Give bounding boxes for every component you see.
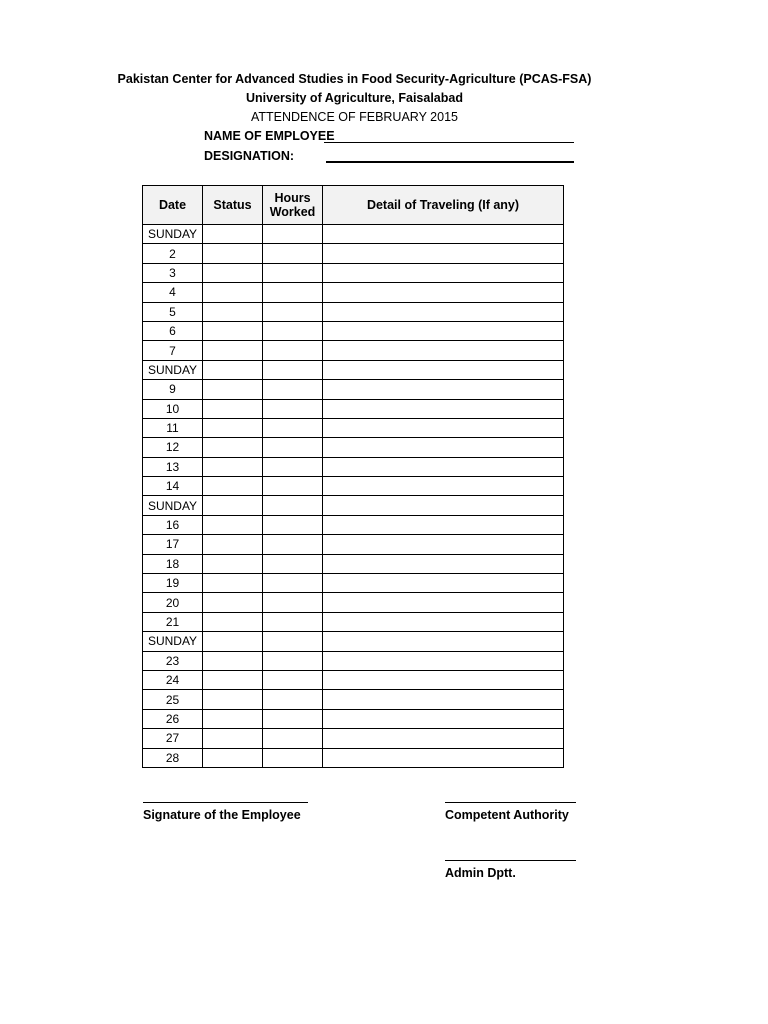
designation-field xyxy=(204,147,294,165)
hours-cell[interactable] xyxy=(263,263,323,282)
hours-cell[interactable] xyxy=(263,399,323,418)
status-cell[interactable] xyxy=(203,574,263,593)
table-row xyxy=(143,244,564,263)
table-row xyxy=(143,632,564,651)
date-cell: 16 xyxy=(143,515,203,534)
status-cell[interactable] xyxy=(203,438,263,457)
hours-header-line1: Hours xyxy=(274,191,311,205)
date-cell: 4 xyxy=(143,283,203,302)
hours-cell[interactable] xyxy=(263,380,323,399)
detail-cell[interactable] xyxy=(323,593,564,612)
table-row xyxy=(143,729,564,748)
status-cell[interactable] xyxy=(203,399,263,418)
detail-cell[interactable] xyxy=(323,302,564,321)
status-cell[interactable] xyxy=(203,535,263,554)
table-row xyxy=(143,341,564,360)
date-cell: SUNDAY xyxy=(143,632,203,651)
table-row xyxy=(143,321,564,340)
detail-cell[interactable] xyxy=(323,380,564,399)
date-cell: SUNDAY xyxy=(143,496,203,515)
detail-cell[interactable] xyxy=(323,457,564,476)
detail-cell[interactable] xyxy=(323,399,564,418)
detail-cell[interactable] xyxy=(323,283,564,302)
hours-cell[interactable] xyxy=(263,574,323,593)
status-cell[interactable] xyxy=(203,457,263,476)
table-row xyxy=(143,574,564,593)
employee-name-line[interactable] xyxy=(324,142,574,143)
status-cell[interactable] xyxy=(203,554,263,573)
status-cell[interactable] xyxy=(203,709,263,728)
detail-cell[interactable] xyxy=(323,418,564,437)
table-row xyxy=(143,418,564,437)
date-cell: 17 xyxy=(143,535,203,554)
status-cell[interactable] xyxy=(203,283,263,302)
detail-cell[interactable] xyxy=(323,321,564,340)
detail-cell[interactable] xyxy=(323,535,564,554)
date-cell: 18 xyxy=(143,554,203,573)
date-cell: SUNDAY xyxy=(143,360,203,379)
hours-cell[interactable] xyxy=(263,515,323,534)
attendance-rows xyxy=(143,225,564,768)
date-cell: 23 xyxy=(143,651,203,670)
table-header-row xyxy=(143,186,564,225)
hours-cell[interactable] xyxy=(263,748,323,767)
hours-cell[interactable] xyxy=(263,418,323,437)
attendance-title: ATTENDENCE OF FEBRUARY 2015 xyxy=(250,110,458,124)
hours-cell[interactable] xyxy=(263,496,323,515)
status-cell[interactable] xyxy=(203,360,263,379)
hours-cell[interactable] xyxy=(263,438,323,457)
detail-cell[interactable] xyxy=(323,515,564,534)
detail-cell[interactable] xyxy=(323,632,564,651)
hours-cell[interactable] xyxy=(263,612,323,631)
table-row xyxy=(143,612,564,631)
table-row xyxy=(143,535,564,554)
hours-cell[interactable] xyxy=(263,321,323,340)
date-cell: 2 xyxy=(143,244,203,263)
date-cell: 20 xyxy=(143,593,203,612)
date-cell: 12 xyxy=(143,438,203,457)
detail-cell[interactable] xyxy=(323,225,564,244)
table-row xyxy=(143,690,564,709)
hours-cell[interactable] xyxy=(263,690,323,709)
table-row xyxy=(143,515,564,534)
institution-title-text: Pakistan Center for Advanced Studies in Food Security-Agriculture (PCAS-FSA) xyxy=(117,72,592,86)
admin-signature-line[interactable] xyxy=(445,860,576,861)
designation-label: DESIGNATION: xyxy=(204,149,295,163)
hours-cell[interactable] xyxy=(263,341,323,360)
status-cell[interactable] xyxy=(203,321,263,340)
date-cell: 28 xyxy=(143,748,203,767)
hours-header-line2: Worked xyxy=(269,205,316,219)
detail-cell[interactable] xyxy=(323,709,564,728)
hours-cell[interactable] xyxy=(263,670,323,689)
detail-cell[interactable] xyxy=(323,690,564,709)
detail-cell[interactable] xyxy=(323,496,564,515)
status-cell[interactable] xyxy=(203,418,263,437)
detail-cell[interactable] xyxy=(323,748,564,767)
table-row xyxy=(143,554,564,573)
employee-signature-label: Signature of the Employee xyxy=(143,808,301,822)
status-cell[interactable] xyxy=(203,729,263,748)
hours-cell[interactable] xyxy=(263,457,323,476)
status-header: Status xyxy=(203,186,263,225)
admin-dept-label: Admin Dptt. xyxy=(445,866,516,880)
date-cell: 21 xyxy=(143,612,203,631)
employee-name-label: NAME OF EMPLOYEE xyxy=(204,129,335,143)
hours-cell[interactable] xyxy=(263,651,323,670)
hours-cell[interactable] xyxy=(263,709,323,728)
status-cell[interactable] xyxy=(203,244,263,263)
detail-cell[interactable] xyxy=(323,574,564,593)
hours-cell[interactable] xyxy=(263,244,323,263)
date-cell: 25 xyxy=(143,690,203,709)
date-cell: 3 xyxy=(143,263,203,282)
competent-authority-label: Competent Authority xyxy=(445,808,569,822)
competent-authority-line[interactable] xyxy=(445,802,576,803)
status-cell[interactable] xyxy=(203,263,263,282)
hours-cell[interactable] xyxy=(263,225,323,244)
detail-cell[interactable] xyxy=(323,670,564,689)
institution-title xyxy=(117,69,592,89)
hours-cell[interactable] xyxy=(263,554,323,573)
detail-cell[interactable] xyxy=(323,477,564,496)
table-row xyxy=(143,438,564,457)
date-cell: 13 xyxy=(143,457,203,476)
table-row xyxy=(143,670,564,689)
status-cell[interactable] xyxy=(203,632,263,651)
date-cell: 27 xyxy=(143,729,203,748)
detail-traveling-header: Detail of Traveling (If any) xyxy=(323,186,564,225)
table-row xyxy=(143,360,564,379)
detail-cell[interactable] xyxy=(323,554,564,573)
status-cell[interactable] xyxy=(203,496,263,515)
designation-line[interactable] xyxy=(326,161,574,163)
status-cell[interactable] xyxy=(203,477,263,496)
hours-cell[interactable] xyxy=(263,283,323,302)
date-cell: 24 xyxy=(143,670,203,689)
status-cell[interactable] xyxy=(203,302,263,321)
date-cell: 14 xyxy=(143,477,203,496)
hours-cell[interactable] xyxy=(263,593,323,612)
date-cell: 26 xyxy=(143,709,203,728)
table-row xyxy=(143,496,564,515)
status-cell[interactable] xyxy=(203,670,263,689)
date-cell: 9 xyxy=(143,380,203,399)
detail-cell[interactable] xyxy=(323,244,564,263)
table-row xyxy=(143,302,564,321)
hours-cell[interactable] xyxy=(263,477,323,496)
detail-cell[interactable] xyxy=(323,360,564,379)
status-cell[interactable] xyxy=(203,748,263,767)
detail-cell[interactable] xyxy=(323,651,564,670)
status-cell[interactable] xyxy=(203,690,263,709)
hours-cell[interactable] xyxy=(263,535,323,554)
status-cell[interactable] xyxy=(203,341,263,360)
hours-cell[interactable] xyxy=(263,360,323,379)
table-row xyxy=(143,477,564,496)
detail-cell[interactable] xyxy=(323,612,564,631)
attendance-table xyxy=(142,185,564,768)
detail-cell[interactable] xyxy=(323,438,564,457)
date-cell: 5 xyxy=(143,302,203,321)
date-cell: 6 xyxy=(143,321,203,340)
status-cell[interactable] xyxy=(203,380,263,399)
date-cell: 19 xyxy=(143,574,203,593)
date-cell: 7 xyxy=(143,341,203,360)
date-cell: SUNDAY xyxy=(143,225,203,244)
table-row xyxy=(143,380,564,399)
table-row xyxy=(143,399,564,418)
table-row xyxy=(143,651,564,670)
table-row xyxy=(143,457,564,476)
detail-cell[interactable] xyxy=(323,341,564,360)
detail-cell[interactable] xyxy=(323,729,564,748)
status-cell[interactable] xyxy=(203,651,263,670)
table-row xyxy=(143,263,564,282)
hours-cell[interactable] xyxy=(263,729,323,748)
employee-name-field xyxy=(204,127,335,145)
table-row xyxy=(143,593,564,612)
employee-signature-line[interactable] xyxy=(143,802,308,803)
status-cell[interactable] xyxy=(203,225,263,244)
table-row xyxy=(143,748,564,767)
table-row xyxy=(143,709,564,728)
table-row xyxy=(143,283,564,302)
status-cell[interactable] xyxy=(203,612,263,631)
hours-cell[interactable] xyxy=(263,302,323,321)
detail-cell[interactable] xyxy=(323,263,564,282)
date-header: Date xyxy=(143,186,203,225)
university-name: University of Agriculture, Faisalabad xyxy=(246,91,463,105)
status-cell[interactable] xyxy=(203,593,263,612)
hours-cell[interactable] xyxy=(263,632,323,651)
date-cell: 10 xyxy=(143,399,203,418)
status-cell[interactable] xyxy=(203,515,263,534)
table-row xyxy=(143,225,564,244)
hours-worked-header xyxy=(263,186,323,225)
date-cell: 11 xyxy=(143,418,203,437)
